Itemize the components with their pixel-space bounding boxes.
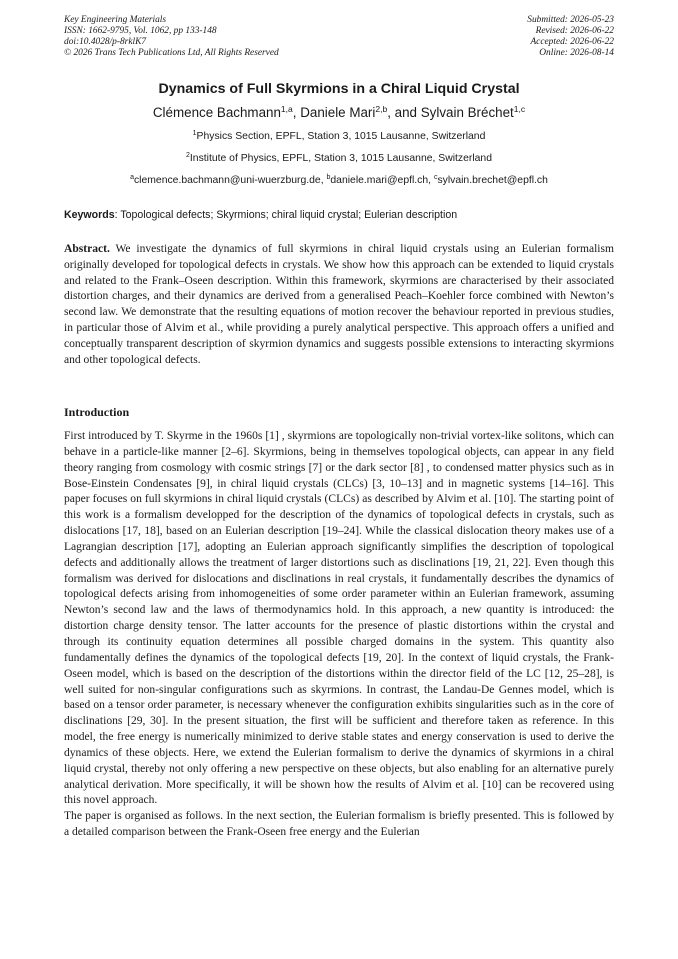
affiliation-1 (0, 131, 678, 142)
author-affiliation-mark: 1,a (280, 104, 293, 114)
submitted-date: Submitted: 2026-05-23 (527, 15, 614, 25)
doi-line: doi:10.4028/p-8rklK7 (64, 37, 147, 47)
keywords (64, 209, 614, 221)
affiliation-text: Institute of Physics, EPFL, Station 3, 1015 Lausanne, Switzerland (189, 153, 492, 164)
author-name: Daniele Mari (300, 105, 376, 120)
affiliation-2 (0, 153, 678, 164)
abstract-label: Abstract. (64, 243, 110, 255)
author-name: Sylvain Bréchet (420, 105, 514, 120)
introduction-body (64, 429, 614, 841)
abstract (64, 242, 614, 368)
section-heading-introduction: Introduction (64, 405, 130, 419)
email-mark: c (433, 174, 438, 181)
keywords-label: Keywords (64, 209, 115, 221)
author-list (0, 105, 678, 120)
accepted-date: Accepted: 2026-06-22 (530, 37, 614, 47)
email-mark: a (130, 174, 134, 181)
revised-date: Revised: 2026-06-22 (535, 26, 614, 36)
affiliation-mark: 2 (186, 152, 190, 159)
author-emails (0, 175, 678, 186)
abstract-text: We investigate the dynamics of full skyrmions in chiral liquid crystals using an Eulerian formalism originally developed for topological defects in crystals. We show how this approach can be extended to liquid crystals and related to the Frank–Oseen description. Within this framework, skyrmions are characterised by their associated distortion charges, and their dynamics are derived from a generalised Peach–Koehler force combined with Newton’s second law. We demonstrate that the resulting equations of motion recover the behaviour reported in previous studies, in particular those of Alvim et al., while providing a purely analytical perspective. This approach offers a unified and conceptually transparent description of skyrmion dynamics and suggests possible extensions to interacting skyrmions and other topological defects. (64, 243, 614, 366)
affiliation-mark: 1 (192, 130, 197, 137)
journal-header-left (64, 15, 279, 59)
paper-title: Dynamics of Full Skyrmions in a Chiral Liquid Crystal (158, 81, 520, 97)
author-affiliation-mark: 1,c (513, 104, 526, 114)
affiliation-text: Physics Section, EPFL, Station 3, 1015 Lausanne, Switzerland (196, 131, 486, 142)
email-mark: b (326, 174, 331, 181)
author-separator: , and (387, 105, 421, 120)
author-separator: , (292, 105, 301, 120)
author-affiliation-mark: 2,b (375, 104, 388, 114)
journal-name: Key Engineering Materials (64, 15, 167, 25)
intro-paragraph: The paper is organised as follows. In the next section, the Eulerian formalism is briefly presented. This is followed by a detailed comparison between the Frank-Oseen free energy and the Eulerian (64, 810, 614, 839)
copyright-line: © 2026 Trans Tech Publications Ltd, All Rights Reserved (64, 48, 279, 58)
author-name: Clémence Bachmann (152, 105, 281, 120)
online-date: Online: 2026-08-14 (539, 48, 614, 58)
email-address: daniele.mari@epfl.ch, (330, 175, 432, 186)
email-address: clemence.bachmann@uni-wuerzburg.de, (133, 175, 324, 186)
issn-line: ISSN: 1662-9795, Vol. 1062, pp 133-148 (64, 26, 217, 36)
intro-paragraph: First introduced by T. Skyrme in the 1960s [1] , skyrmions are topologically non-trivial vortex-like solitons, which can behave in a particle-like manner [2–6]. Skyrmions, being in themselves topological objects, can appear in any field theory ranging from cosmology with cosmic strings [7] or the dark sector [8] , to condensed matter physics such as in Bose-Einstein Condensates [9], in chiral liquid crystals (CLCs) [3, 10–13] and in magnetic systems [14–16]. This paper focuses on full skyrmions in chiral liquid crystals (CLCs) as described by Alvim et al. [10]. The starting point of this work is a formalism developped for the description of the dynamics of topological defects in crystals, such as dislocations [17, 18], based on an Eulerian description [19–24]. While the classical dislocation theory makes use of a Lagrangian description [17], adopting an Eulerian approach significantly simplifies the description of topological defects and additionally allows the treatment of larger distortions such as disclinations [19, 21, 22]. Even though this formalism was derived for dislocations and disclinations in real crystals, it fundamentally describes the dynamics of topological defects arising from inhomogeneities of some order parameter within an Eulerian framework, assuming Newton’s second law and the laws of thermodynamics hold. In this approach, a new quantity is introduced: the distortion charge density tensor. The latter accounts for the presence of plastic distortions within the crystal and through its continuity equation determines all possible charged domains in the system. This quantity also fundamentally defines the dynamics of the topological defects [19, 20]. In the context of liquid crystals, the Frank-Oseen model, which is based on the description of the distortions within the director field of the LC [12, 25–28], is well suited for non-singular configurations such as skyrmions. In contrast, the Landau-De Gennes model, which is based on a tensor order parameter, is necessary whenever the configuration exhibits singularities such as in the core of disclinations [29, 30]. In the present situation, the first will be sufficient and therefore taken as reference. In this model, the free energy is numerically minimized to derive stable states and energy conservation is used to derive the dynamics of these objects. Here, we extend the Eulerian formalism to derive the dynamics of skyrmions in a chiral liquid crystal, thereby not only offering a new perspective on these objects, but also enabling for an alternative purely analytical derivation. More specifically, it will be shown how the results of Alvim et al. [10] can be recovered using this novel approach. (64, 430, 614, 807)
journal-header-right (527, 15, 614, 59)
email-address: sylvain.brechet@epfl.ch (437, 175, 548, 186)
keywords-text: : Topological defects; Skyrmions; chiral liquid crystal; Eulerian description (114, 209, 458, 221)
